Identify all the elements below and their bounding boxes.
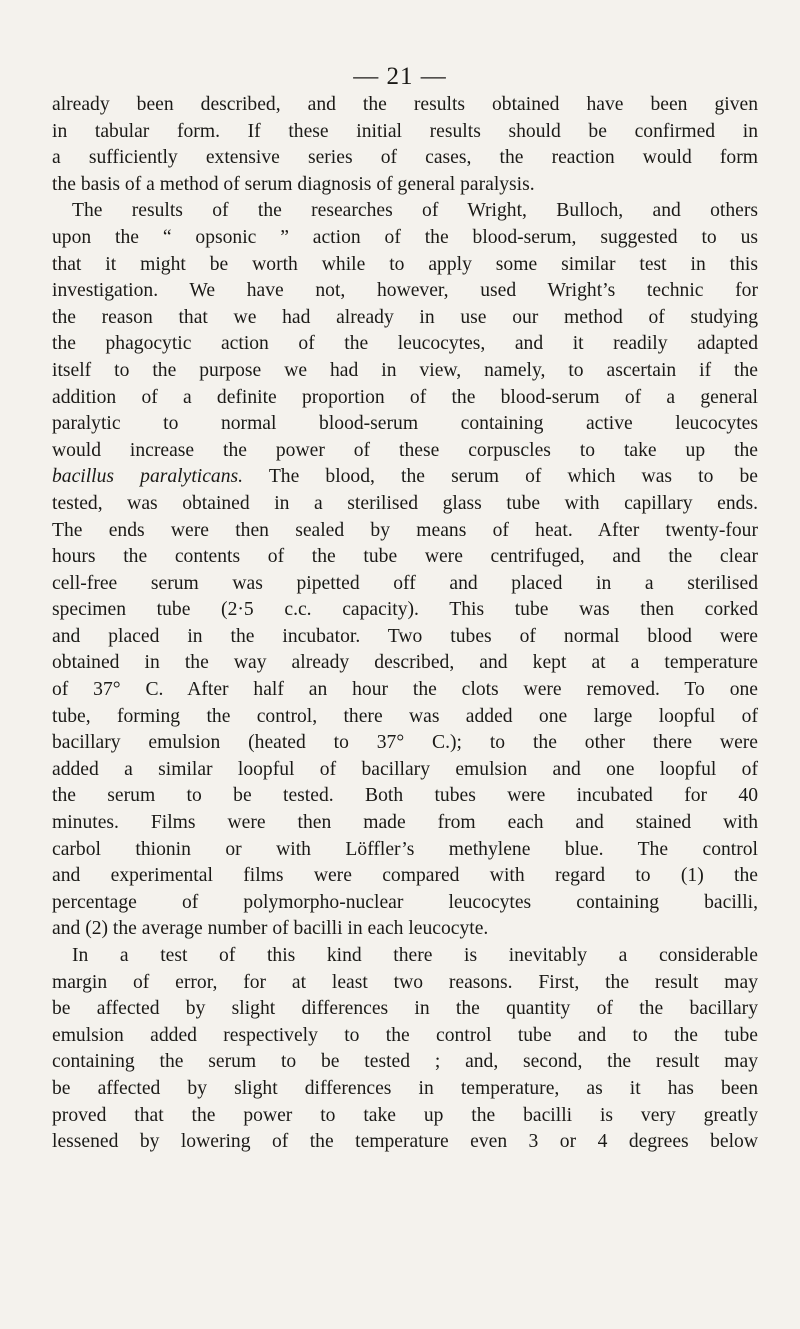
text-line: that it might be worth while to apply some similar test in this — [52, 253, 758, 275]
text-line: percentage of polymorpho-nuclear leucocytes containing bacilli, — [52, 891, 758, 913]
text-line: and experimental films were compared with regard to (1) the — [52, 865, 758, 887]
text-line: investigation. We have not, however, used Wright’s technic for — [52, 280, 758, 302]
text-line: The ends were then sealed by means of heat. After twenty-four — [52, 519, 758, 541]
text-line: a sufficiently extensive series of cases, the reaction would form — [52, 147, 758, 169]
text-line: in tabular form. If these initial results should be confirmed in — [52, 120, 758, 142]
text-line: minutes. Films were then made from each and stained with — [52, 812, 758, 834]
text-line: upon the “ opsonic ” action of the blood-serum, suggested to us — [52, 226, 758, 248]
text-line: paralytic to normal blood-serum containing active leucocytes — [52, 413, 758, 435]
text-line: the reason that we had already in use our method of studying — [52, 306, 758, 328]
text-line: emulsion added respectively to the control tube and to the tube — [52, 1024, 758, 1046]
text-line-with-italic — [52, 464, 758, 491]
text-line-rest: The blood, the serum of which was to be — [268, 466, 759, 488]
text-line: bacillary emulsion (heated to 37° C.); to the other there were — [52, 732, 758, 754]
body-text — [52, 92, 758, 1156]
text-line: hours the contents of the tube were centrifuged, and the clear — [52, 546, 758, 568]
paragraph-end-line: and (2) the average number of bacilli in each leucocyte. — [52, 918, 489, 940]
text-line: lessened by lowering of the temperature even 3 or 4 degrees below — [52, 1131, 758, 1153]
paragraph-start-line: In a test of this kind there is inevitably a considerable — [72, 945, 758, 966]
text-line: addition of a definite proportion of the blood-serum of a general — [52, 386, 758, 408]
text-line: tube, forming the control, there was added one large loopful of — [52, 705, 758, 727]
text-line: would increase the power of these corpuscles to take up the — [52, 439, 758, 461]
text-line: cell-free serum was pipetted off and placed in a sterilised — [52, 572, 758, 594]
text-line: itself to the purpose we had in view, namely, to ascertain if the — [52, 359, 758, 381]
text-line: obtained in the way already described, and kept at a temperature — [52, 652, 758, 674]
paragraph-start-line: The results of the researches of Wright, Bulloch, and others — [72, 200, 758, 222]
text-line: of 37° C. After half an hour the clots were removed. To one — [52, 679, 758, 701]
text-line: margin of error, for at least two reasons. First, the result may — [52, 971, 758, 993]
page-number: — 21 — — [353, 63, 447, 90]
text-line: containing the serum to be tested ; and, second, the result may — [52, 1051, 758, 1073]
text-line: the serum to be tested. Both tubes were incubated for 40 — [52, 785, 758, 807]
text-line: be affected by slight differences in the quantity of the bacillary — [52, 998, 758, 1020]
text-line: and placed in the incubator. Two tubes of normal blood were — [52, 625, 758, 647]
text-line: added a similar loopful of bacillary emulsion and one loopful of — [52, 758, 758, 780]
text-line: already been described, and the results obtained have been given — [52, 94, 758, 115]
text-line: the phagocytic action of the leucocytes, and it readily adapted — [52, 333, 758, 355]
text-line: be affected by slight differences in temperature, as it has been — [52, 1077, 758, 1099]
text-line: tested, was obtained in a sterilised glass tube with capillary ends. — [52, 492, 758, 514]
text-line: specimen tube (2·5 c.c. capacity). This tube was then corked — [52, 599, 758, 621]
italic-term: bacillus paralyticans. — [52, 466, 244, 488]
paragraph-end-line: the basis of a method of serum diagnosis of general paralysis. — [52, 173, 535, 195]
text-line: carbol thionin or with Löffler’s methylene blue. The control — [52, 838, 758, 860]
text-line: proved that the power to take up the bacilli is very greatly — [52, 1104, 758, 1126]
